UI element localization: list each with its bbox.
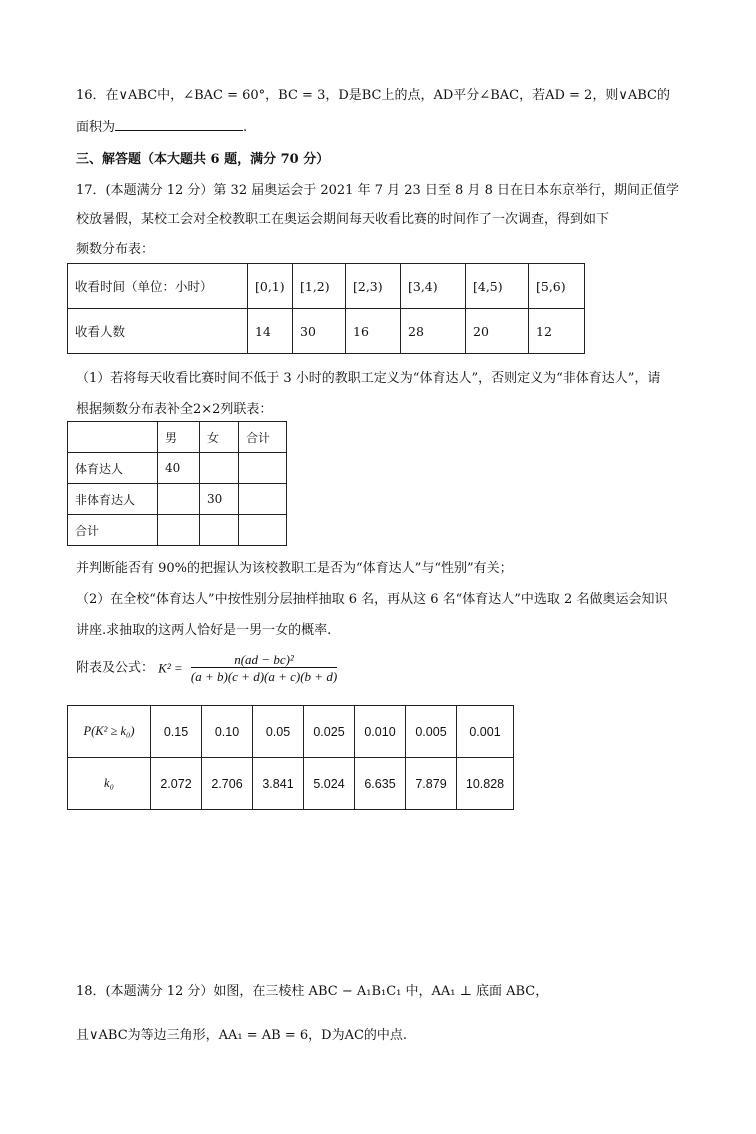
formula-fraction bbox=[191, 653, 337, 683]
contingency-header-male: 男 bbox=[158, 422, 200, 453]
contingency-cell bbox=[158, 515, 200, 546]
critical-row1-label: P(K² ≥ k₀) bbox=[68, 706, 151, 758]
critical-cell: 2.706 bbox=[202, 758, 253, 810]
critical-cell: 2.072 bbox=[151, 758, 202, 810]
contingency-cell bbox=[239, 484, 287, 515]
contingency-header-total: 合计 bbox=[239, 422, 287, 453]
q18-line1: 18．(本题满分 12 分）如图，在三棱柱 ABC − A₁B₁C₁ 中，AA₁ ⊥ 底面 ABC， bbox=[76, 984, 549, 999]
formula-denominator: (a + b)(c + d)(a + c)(b + d) bbox=[190, 669, 338, 684]
freq-cell: 30 bbox=[293, 309, 346, 354]
freq-cell: 14 bbox=[248, 309, 293, 354]
formula-lhs: K² = bbox=[158, 660, 183, 676]
q16-line2-suffix: . bbox=[243, 120, 248, 135]
contingency-cell bbox=[239, 515, 287, 546]
freq-cell: 28 bbox=[401, 309, 466, 354]
critical-cell: 5.024 bbox=[304, 758, 355, 810]
answer-blank bbox=[115, 118, 243, 131]
q17-line1: 17．(本题满分 12 分）第 32 届奥运会于 2021 年 7 月 23 日至 8 月 8 日在日本东京举行，期间正值学 bbox=[76, 183, 679, 198]
critical-cell: 0.005 bbox=[406, 706, 457, 758]
critical-probability-row bbox=[68, 706, 514, 758]
contingency-cell: 40 bbox=[158, 453, 200, 484]
q18-line2: 且∨ABC为等边三角形，AA₁ = AB = 6，D为AC的中点. bbox=[76, 1028, 408, 1043]
q17-part1-line1: （1）若将每天收看比赛时间不低于 3 小时的教职工定义为“体育达人”，否则定义为“非体育达人”，请 bbox=[76, 371, 661, 386]
critical-row2-label: k₀ bbox=[68, 758, 151, 810]
formula-line bbox=[76, 653, 337, 683]
critical-cell: 10.828 bbox=[457, 758, 514, 810]
contingency-row-label: 非体育达人 bbox=[68, 484, 158, 515]
contingency-row-label: 合计 bbox=[68, 515, 158, 546]
critical-k-row bbox=[68, 758, 514, 810]
freq-cell: 12 bbox=[529, 309, 585, 354]
freq-row-label: 收看人数 bbox=[68, 309, 248, 354]
contingency-row bbox=[68, 515, 287, 546]
frequency-table-row bbox=[68, 309, 585, 354]
critical-value-table bbox=[67, 705, 514, 810]
contingency-row bbox=[68, 453, 287, 484]
q16-line1: 16．在∨ABC中，∠BAC = 60°，BC = 3，D是BC上的点，AD平分∠BAC，若AD = 2，则∨ABC的 bbox=[76, 88, 670, 103]
frequency-table-header bbox=[68, 264, 585, 309]
freq-header-cell: [2,3) bbox=[346, 264, 401, 309]
contingency-cell bbox=[200, 515, 239, 546]
freq-header-cell: [0,1) bbox=[248, 264, 293, 309]
contingency-cell bbox=[239, 453, 287, 484]
q17-line2: 校放暑假，某校工会对全校教职工在奥运会期间每天收看比赛的时间作了一次调查，得到如下 bbox=[76, 212, 610, 227]
critical-cell: 0.010 bbox=[355, 706, 406, 758]
contingency-header bbox=[68, 422, 287, 453]
critical-cell: 0.05 bbox=[253, 706, 304, 758]
q17-part2-line1: （2）在全校“体育达人”中按性别分层抽样抽取 6 名，再从这 6 名“体育达人”中选取 2 名做奥运会知识 bbox=[76, 592, 668, 607]
critical-cell: 0.001 bbox=[457, 706, 514, 758]
freq-header-label: 收看时间（单位：小时） bbox=[68, 264, 248, 309]
formula-numerator: n(ad − bc)² bbox=[191, 653, 337, 668]
freq-header-cell: [1,2) bbox=[293, 264, 346, 309]
critical-cell: 6.635 bbox=[355, 758, 406, 810]
contingency-row bbox=[68, 484, 287, 515]
section-title: 三、解答题（本大题共 6 题，满分 70 分） bbox=[76, 152, 330, 167]
q17-line3: 频数分布表： bbox=[76, 242, 155, 257]
q16-line2-prefix: 面积为 bbox=[76, 120, 116, 135]
freq-cell: 20 bbox=[466, 309, 529, 354]
contingency-table bbox=[67, 421, 287, 546]
freq-header-cell: [5,6) bbox=[529, 264, 585, 309]
freq-header-cell: [4,5) bbox=[466, 264, 529, 309]
contingency-cell bbox=[200, 453, 239, 484]
contingency-corner bbox=[68, 422, 158, 453]
contingency-cell: 30 bbox=[200, 484, 239, 515]
q17-part2-line2: 讲座.求抽取的这两人恰好是一男一女的概率. bbox=[76, 623, 332, 638]
critical-cell: 0.10 bbox=[202, 706, 253, 758]
frequency-table bbox=[67, 263, 585, 354]
critical-cell: 0.025 bbox=[304, 706, 355, 758]
critical-cell: 3.841 bbox=[253, 758, 304, 810]
critical-cell: 7.879 bbox=[406, 758, 457, 810]
critical-cell: 0.15 bbox=[151, 706, 202, 758]
contingency-cell bbox=[158, 484, 200, 515]
freq-header-cell: [3,4) bbox=[401, 264, 466, 309]
q17-part1-line2: 根据频数分布表补全2×2列联表： bbox=[76, 402, 273, 417]
freq-cell: 16 bbox=[346, 309, 401, 354]
contingency-row-label: 体育达人 bbox=[68, 453, 158, 484]
q16-line2 bbox=[76, 116, 247, 135]
q17-part1-line3: 并判断能否有 90%的把握认为该校教职工是否为“体育达人”与“性别”有关； bbox=[76, 561, 513, 576]
formula-label: 附表及公式： bbox=[76, 660, 155, 676]
contingency-header-female: 女 bbox=[200, 422, 239, 453]
